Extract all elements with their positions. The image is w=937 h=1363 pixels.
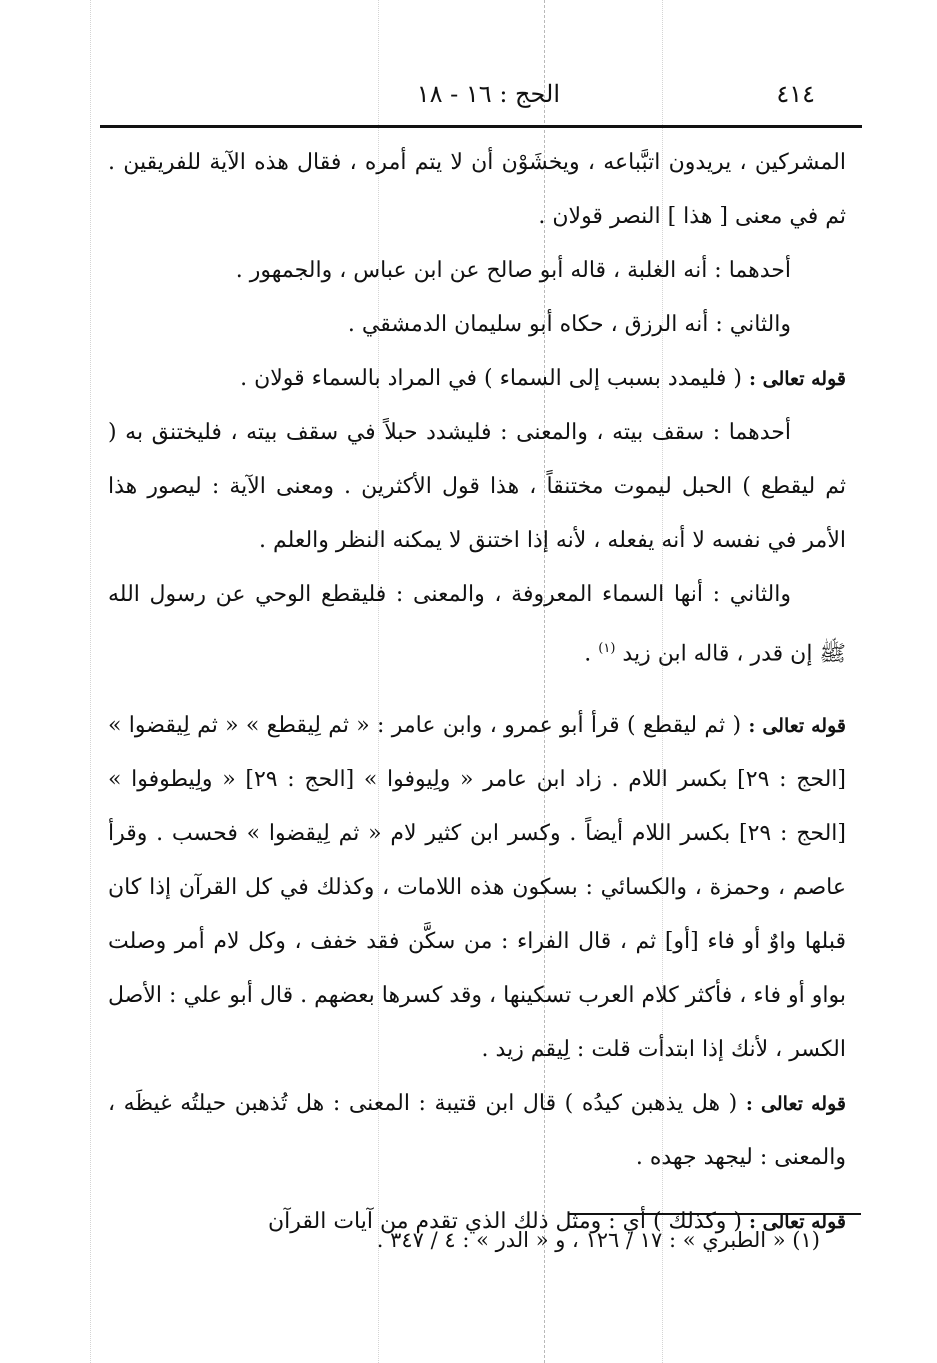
paragraph-5: أحدهما : سقف بيته ، والمعنى : فليشدد حبلاً في سقف بيته ، فليختنق به ( ثم ليقطع ) الحبل ليموت مختنقاً ، هذا قول الأكثرين . ومعنى الآية : ليصور هذا الأمر في نفسه لا أنه يفعله ، لأنه إذا اختنق لا يمكنه النظر والعلم . <box>108 420 846 553</box>
paragraph-1: المشركين ، يريدون اتبَّباعه ، ويخشَوْن أن لا يتم أمره ، فقال هذه الآية للفريقين . ثم في معنى [ هذا ] النصر قولان . <box>108 150 846 229</box>
paragraph-7 <box>108 699 846 1077</box>
running-title: الحج : ١٦ - ١٨ <box>416 80 560 108</box>
paragraph-3: والثاني : أنه الرزق ، حكاه أبو سليمان الدمشقي . <box>347 312 791 337</box>
paragraph-4 <box>108 352 846 406</box>
paragraph-6 <box>108 568 846 681</box>
scan-guide-line <box>90 0 91 1363</box>
paragraph-2: أحدهما : أنه الغلبة ، قاله أبو صالح عن ابن عباس ، والجمهور . <box>235 258 791 283</box>
end-punct: . <box>584 641 592 667</box>
verse-label: قوله تعالى : <box>749 1211 846 1234</box>
paragraph-9-text: ( وكذلك ) أي : ومثل ذلك الذي تقدم من آيات القرآن <box>267 1209 742 1235</box>
verse-label: قوله تعالى : <box>749 368 846 390</box>
page-header <box>100 80 860 124</box>
header-rule <box>100 125 862 128</box>
paragraph-6-text: والثاني : أنها السماء المعروفة ، والمعنى : فليقطع الوحي عن رسول الله ﷺ إن قدر ، قاله ابن زيد <box>108 582 846 667</box>
page-number: ٤١٤ <box>776 80 815 108</box>
paragraph-8-text: ( هل يذهبن كيدُه ) قال ابن قتيبة : المعنى : هل تُذهبن حيلتُه غيظَه ، والمعنى : ليجهد جهده . <box>108 1091 846 1171</box>
footnote: (١) « الطبري » : ١٧ / ١٢٦ ، و « الدر » : ٤ / ٣٤٧ . <box>376 1228 820 1252</box>
verse-label: قوله تعالى : <box>748 715 846 738</box>
paragraph-8 <box>108 1077 846 1185</box>
footnote-marker: (١) <box>598 641 616 656</box>
paragraph-7-text: ( ثم ليقطع ) قرأ أبو عمرو ، وابن عامر : « ثم لِيقطع » « ثم لِيقضوا » [الحج : ٢٩] بكسر اللام . زاد ابن عامر « ولِيوفوا » [الحج : ٢٩] « ولِيطوفوا » [الحج : ٢٩] بكسر اللام أيضاً . وكسر ابن كثير لام « ثم لِيقضوا » فحسب . وقرأ عاصم ، وحمزة ، والكسائي : بسكون هذه اللامات ، وكذلك في كل القرآن إذا كان قبلها واوٌ أو فاء [أو] ثم ، قال الفراء : من سكَّن فقد خفف ، وكل لام أمر وصلت بواو أو فاء ، فأكثر كلام العرب تسكينها ، وقد كسرها بعضهم . قال أبو علي : الأصل الكسر ، لأنك إذا ابتدأت قلت : لِيقم زيد . <box>108 713 846 1063</box>
verse-label: قوله تعالى : <box>745 1093 846 1116</box>
footnote-rule <box>568 1213 861 1215</box>
paragraph-4-text: ( فليمدد بسبب إلى السماء ) في المراد بالسماء قولان . <box>240 366 742 391</box>
main-text <box>108 136 846 1249</box>
